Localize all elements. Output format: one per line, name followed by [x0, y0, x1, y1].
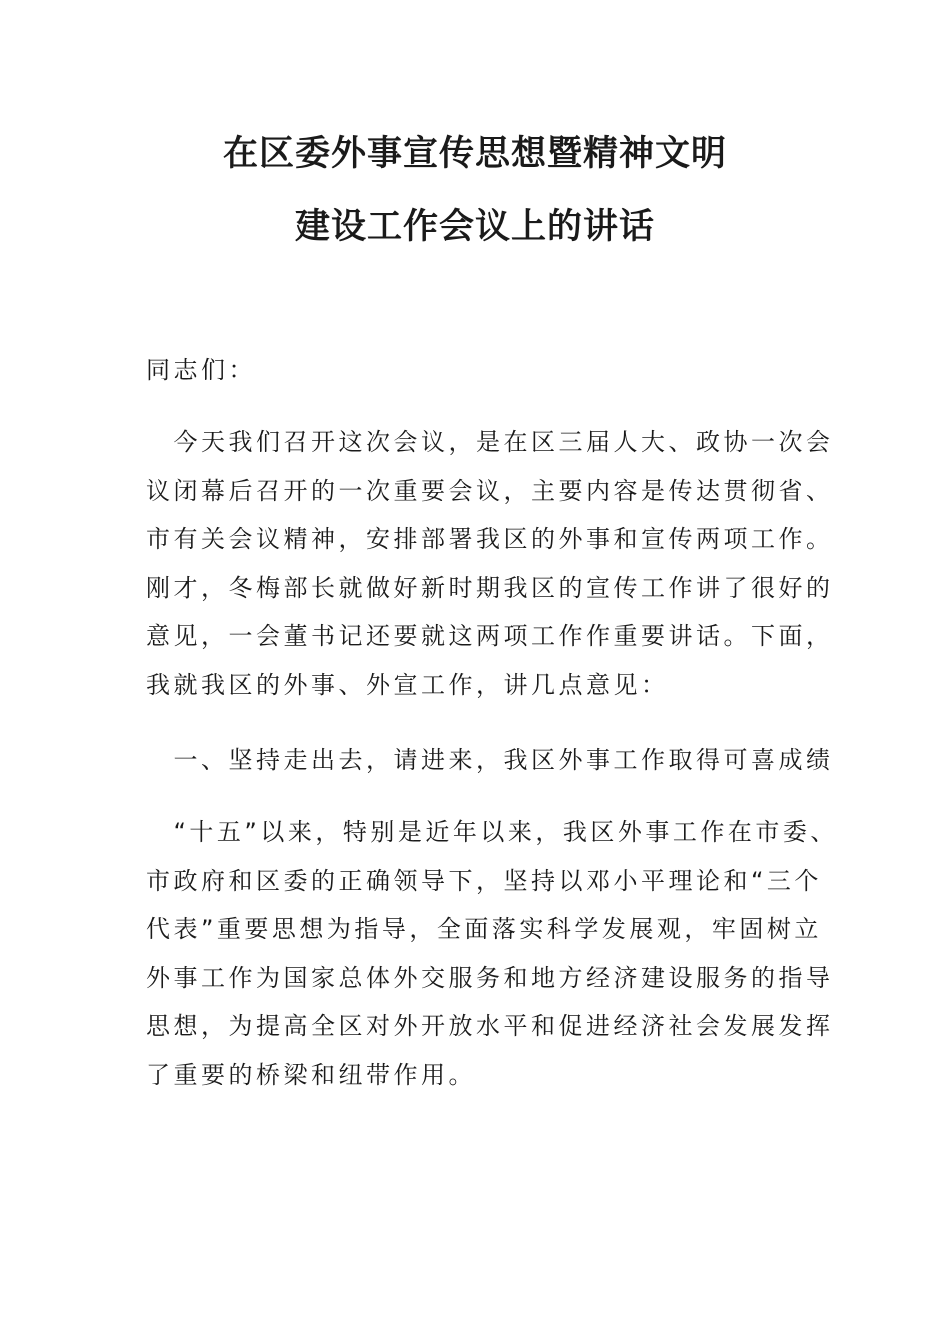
paragraph-2-line: 代表”重要思想为指导，全面落实科学发展观，牢固树立: [146, 915, 822, 943]
section-heading-1: [146, 736, 836, 785]
paragraph-1-line: 议闭幕后召开的一次重要会议，主要内容是传达贯彻省、: [146, 476, 834, 505]
paragraph-1-line: 市有关会议精神，安排部署我区的外事和宣传两项工作。: [146, 525, 834, 553]
paragraph-2-line: 外事工作为国家总体外交服务和地方经济建设服务的指导: [146, 963, 834, 992]
paragraph-2-line: 市政府和区委的正确领导下，坚持以邓小平理论和“三个: [146, 866, 822, 895]
paragraph-1-line: 刚才，冬梅部长就做好新时期我区的宣传工作讲了很好的: [146, 573, 834, 602]
paragraph-1-line: 我就我区的外事、外宣工作，讲几点意见：: [146, 670, 669, 699]
title-line-1: 在区委外事宣传思想暨精神文明: [222, 133, 727, 174]
paragraph-1-line: 今天我们召开这次会议，是在区三届人大、政协一次会: [146, 428, 834, 456]
salutation: [146, 346, 836, 395]
paragraph-2: [146, 808, 836, 1099]
paragraph-2-line: 思想，为提高全区对外开放水平和促进经济社会发展发挥: [146, 1012, 834, 1040]
salutation-text: 同志们：: [146, 356, 256, 384]
paragraph-2-line: 了重要的桥梁和纽带作用。: [146, 1060, 476, 1089]
title-line-2: 建设工作会议上的讲话: [294, 206, 655, 247]
section-heading-1-text: 一、坚持走出去，请进来，我区外事工作取得可喜成绩: [146, 746, 834, 774]
paragraph-2-line: “十五”以来，特别是近年以来，我区外事工作在市委、: [146, 818, 838, 846]
paragraph-1: [146, 418, 836, 709]
paragraph-1-line: 意见，一会董书记还要就这两项工作作重要讲话。下面，: [146, 622, 834, 650]
